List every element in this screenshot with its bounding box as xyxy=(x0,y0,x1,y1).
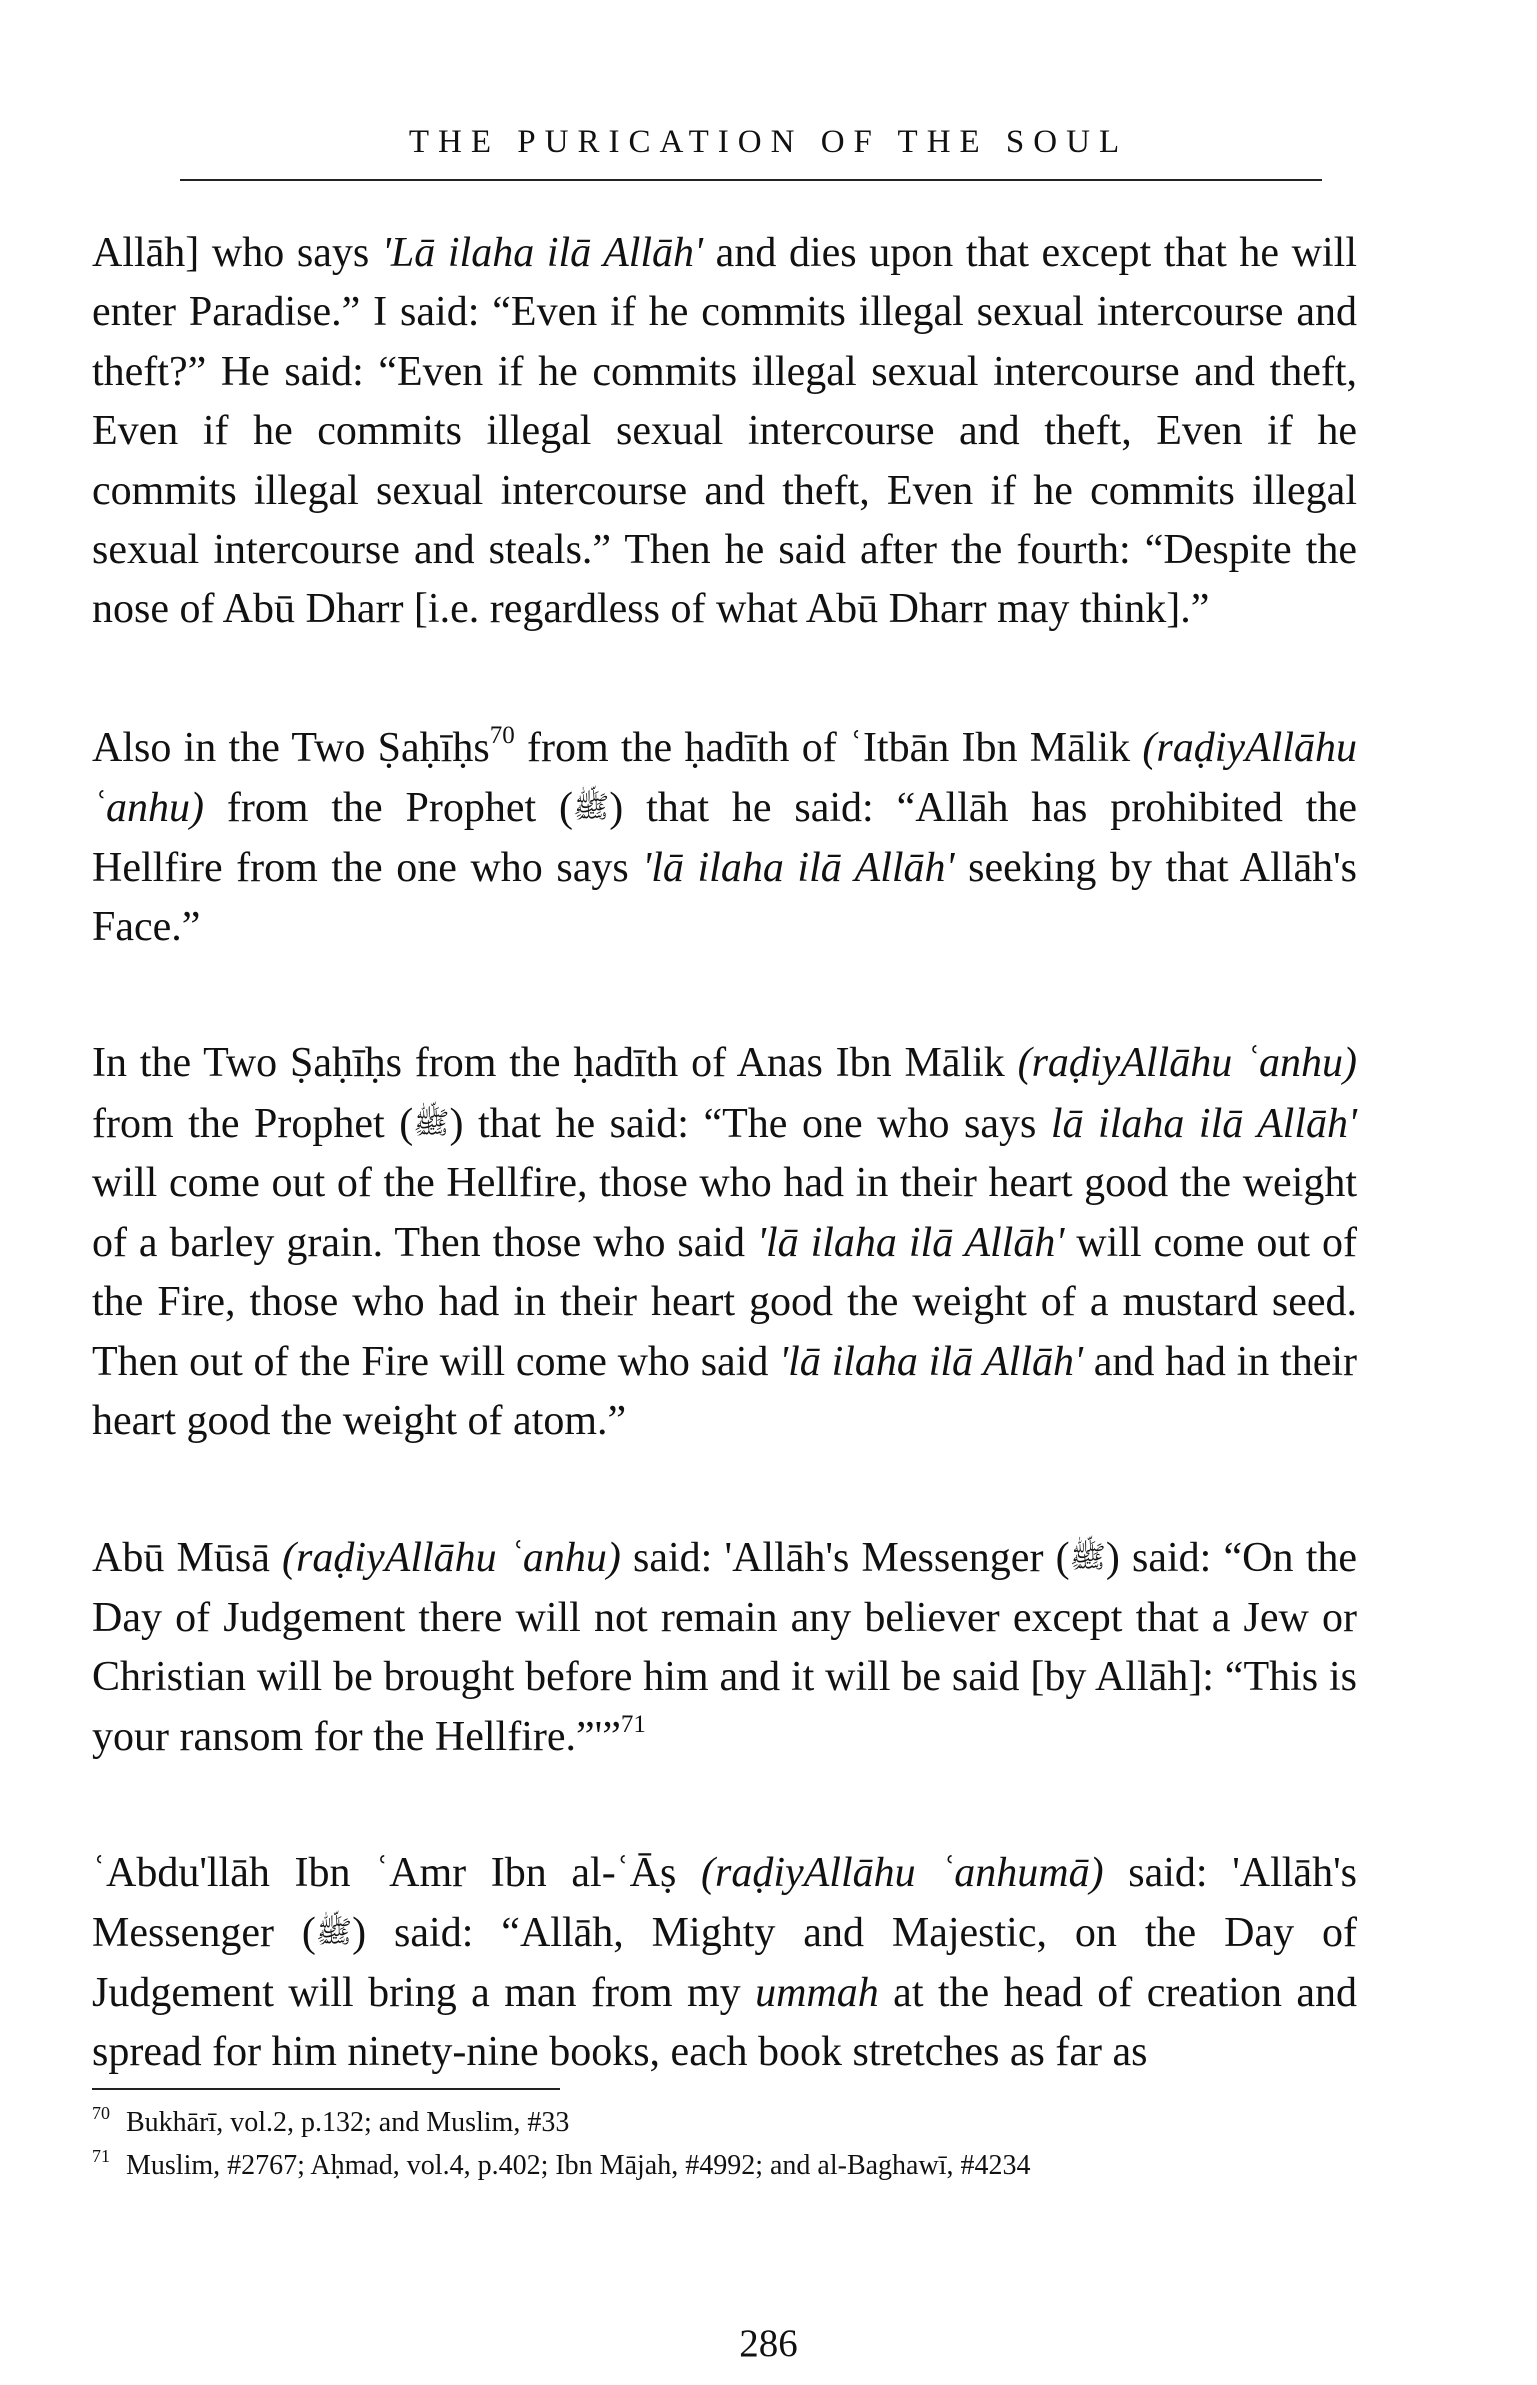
footnote-71 xyxy=(92,2146,1357,2186)
footnotes xyxy=(92,2103,1357,2189)
page-number: 286 xyxy=(739,2322,798,2365)
footnote-text: Bukhārī, vol.2, p.132; and Muslim, #33 xyxy=(126,2107,570,2138)
body-text xyxy=(92,224,1357,2160)
salawat-symbol-icon: ﷺ xyxy=(572,791,610,825)
footnote-70 xyxy=(92,2103,1357,2143)
footnote-number: 70 xyxy=(92,2103,110,2123)
footnote-number: 71 xyxy=(92,2146,110,2166)
footnote-rule xyxy=(92,2088,560,2090)
paragraph-5: ʿAbdu'llāh Ibn ʿAmr Ibn al-ʿĀṣ (raḍiyAllāhu ʿanhumā) said: 'Allāh's Messenger (ﷺ) said: “Allāh, Mighty and Majestic, on the Day of Judgement will bring a man from my ummah at the head of creation and spread for him ninety-nine books, each book stretches as far as xyxy=(92,1849,1357,2076)
header-rule xyxy=(180,179,1322,181)
paragraph-1: Allāh] who says 'Lā ilaha ilā Allāh' and dies upon that except that he will enter Paradise.” I said: “Even if he commits illegal sexual intercourse and theft?” He said: “Even if he commits illegal sexual intercourse and theft, Even if he commits illegal sexual intercourse and theft, Even if he commits illegal sexual intercourse and theft, Even if he commits illegal sexual intercourse and steals.” Then he said after the fourth: “Despite the nose of Abū Dharr [i.e. regardless of what Abū Dharr may think].” xyxy=(92,230,1357,633)
paragraph-4: Abū Mūsā (raḍiyAllāhu ʿanhu) said: 'Allāh's Messenger (ﷺ) said: “On the Day of Judgement there will not remain any believer except that a Jew or Christian will be brought before him and it will be said [by Allāh]: “This is your ransom for the Hellfire.”'”$^{71}$ xyxy=(92,1528,1357,1767)
paragraph-2: Also in the Two Ṣaḥīḥs$^{70}$ from the ḥadīth of ʿItbān Ibn Mālik (raḍiyAllāhu ʿanhu) from the Prophet (ﷺ) that he said: “Allāh has prohibited the Hellfire from the one who says 'lā ilaha ilā Allāh' seeking by that Allāh's Face.” xyxy=(92,721,1358,951)
salawat-symbol-icon: ﷺ xyxy=(315,1916,353,1950)
running-head: THE PURICATION OF THE SOUL xyxy=(408,124,1129,160)
footnote-ref-71: 71 xyxy=(620,1710,646,1738)
paragraph-3: In the Two Ṣaḥīḥs from the ḥadīth of Anas Ibn Mālik (raḍiyAllāhu ʿanhu) from the Prophet (ﷺ) that he said: “The one who says lā ilaha ilā Allāh' will come out of the Hellfire, those who had in their heart good the weight of a barley grain. Then those who said 'lā ilaha ilā Allāh' will come out of the Fire, those who had in their heart good the weight of a mustard seed. Then out of the Fire will come who said 'lā ilaha ilā Allāh' and had in their heart good the weight of atom.” xyxy=(92,1040,1358,1444)
footnote-text: Muslim, #2767; Aḥmad, vol.4, p.402; Ibn Mājah, #4992; and al-Baghawī, #4234 xyxy=(126,2150,1031,2181)
footnote-ref-70: 70 xyxy=(489,721,515,749)
salawat-symbol-icon: ﷺ xyxy=(413,1106,450,1140)
salawat-symbol-icon: ﷺ xyxy=(1069,1541,1106,1575)
